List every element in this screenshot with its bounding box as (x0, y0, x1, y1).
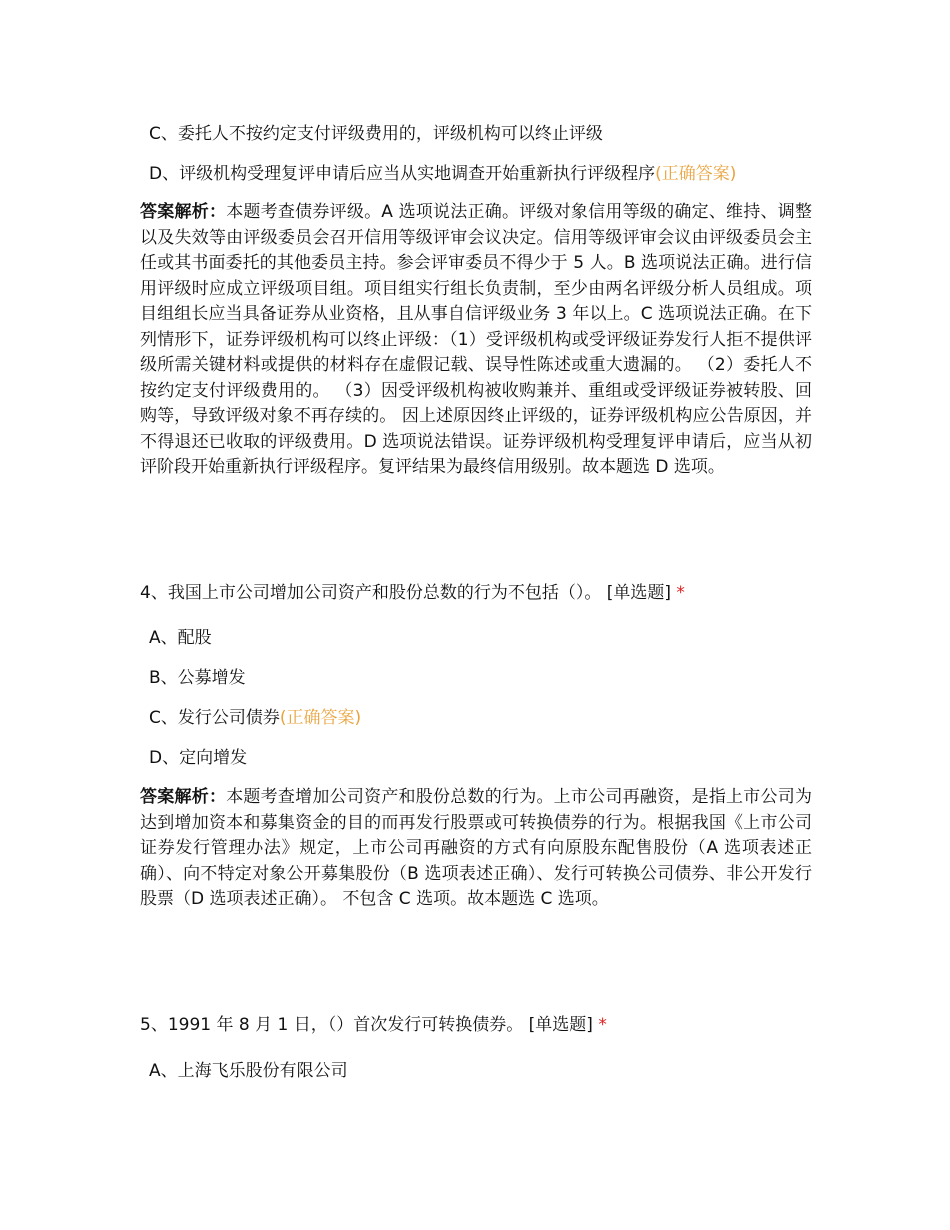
question-text: 4、我国上市公司增加公司资产和股份总数的行为不包括（）。 [单选题] (140, 583, 671, 603)
option-text: A、配股 (149, 628, 212, 648)
correct-answer-tag: (正确答案) (655, 164, 737, 184)
q4-explanation (140, 785, 812, 913)
question-text: 5、1991 年 8 月 1 日，（）首次发行可转换债券。 [单选题] (140, 1015, 593, 1035)
q4-option-b (149, 667, 246, 689)
explanation-label: 答案解析： (140, 787, 227, 807)
q5-option-a (149, 1060, 348, 1082)
option-text: A、上海飞乐股份有限公司 (149, 1061, 348, 1081)
q3-option-c (149, 123, 603, 145)
q4-option-a (149, 627, 212, 649)
required-mark: * (676, 583, 685, 603)
q4-option-d (149, 747, 247, 769)
q3-explanation (140, 200, 812, 481)
correct-answer-tag: (正确答案) (279, 708, 362, 728)
q5-question (140, 1014, 607, 1036)
q4-option-c (149, 707, 361, 729)
explanation-label: 答案解析： (140, 202, 227, 222)
q4-question (140, 582, 685, 604)
required-mark: * (598, 1015, 607, 1035)
option-text: D、评级机构受理复评申请后应当从实地调查开始重新执行评级程序 (149, 164, 656, 184)
option-text: D、定向增发 (149, 748, 248, 768)
option-text: C、发行公司债券 (149, 708, 280, 728)
explanation-text: 本题考查债券评级。A 选项说法正确。评级对象信用等级的确定、维持、调整以及失效等由评级委员会召开信用等级评审会议决定。信用等级评审会议由评级委员会主任或其书面委托的其他委员主持。参会评审委员不得少于 5 人。B 选项说法正确。进行信用评级时应成立评级项目组。项目组实行组长负责制，至少由两名评级分析人员组成。项目组组长应当具备证券从业资格，且从事自信评级业务 3 年以上。C 选项说法正确。在下列情形下，证券评级机构可以终止评级：（1）受评级机构或受评级证券发行人拒不提供评级所需关键材料或提供的材料存在虚假记载、误导性陈述或重大遗漏的。 （2）委托人不按约定支付评级费用的。 （3）因受评级机构被收购兼并、重组或受评级证券被转股、回购等，导致评级对象不再存续的。 因上述原因终止评级的，证券评级机构应公告原因，并不得退还已收取的评级费用。D 选项说法错误。证券评级机构受理复评申请后，应当从初评阶段开始重新执行评级程序。复评结果为最终信用级别。故本题选 D 选项。 (140, 202, 812, 477)
explanation-text: 本题考查增加公司资产和股份总数的行为。上市公司再融资，是指上市公司为达到增加资本和募集资金的目的而再发行股票或可转换债券的行为。根据我国《上市公司证券发行管理办法》规定，上市公司再融资的方式有向原股东配售股份（A 选项表述正确）、向不特定对象公开募集股份（B 选项表述正确）、发行可转换公司债券、非公开发行股票（D 选项表述正确）。 不包含 C 选项。故本题选 C 选项。 (140, 787, 813, 909)
option-text: B、公募增发 (149, 668, 246, 688)
option-text: C、委托人不按约定支付评级费用的，评级机构可以终止评级 (149, 124, 603, 144)
q3-option-d (149, 163, 736, 185)
